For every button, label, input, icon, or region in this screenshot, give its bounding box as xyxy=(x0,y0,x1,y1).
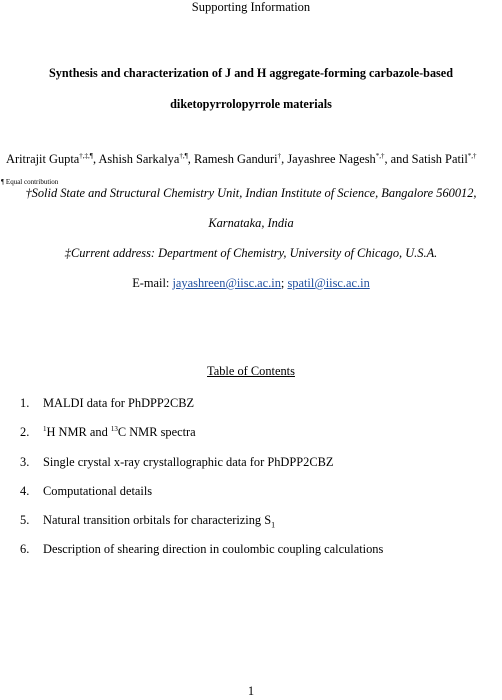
toc-item-text: Description of shearing direction in coulombic coupling calculations xyxy=(43,542,384,556)
author-name: Jayashree Nagesh xyxy=(287,152,376,166)
author-affiliation-marks: *,† xyxy=(375,151,385,160)
toc-item-number: 4. xyxy=(20,484,30,498)
author-name: Satish Patil xyxy=(411,152,468,166)
toc-text-part: Natural transition orbitals for characterizing S xyxy=(43,513,272,527)
running-header: Supporting Information xyxy=(191,0,311,14)
toc-item-number: 2. xyxy=(20,425,30,439)
email-label: E-mail: xyxy=(132,276,173,290)
paper-title-line-1: Synthesis and characterization of J and H aggregate-forming carbazole-based xyxy=(49,66,453,80)
superscript-1: 1 xyxy=(43,424,47,433)
toc-item-number: 5. xyxy=(20,513,30,527)
toc-item-text: Single crystal x-ray crystallographic data for PhDPP2CBZ xyxy=(43,455,334,469)
author-affiliation-marks: † xyxy=(277,151,282,160)
email-link-spatil[interactable]: spatil@iisc.ac.in xyxy=(287,276,370,290)
equal-contribution-note: ¶ Equal contribution xyxy=(1,178,59,186)
email-separator: ; xyxy=(280,276,288,290)
subscript-1: 1 xyxy=(271,520,276,530)
toc-item-text: Computational details xyxy=(43,484,153,498)
toc-item-number: 3. xyxy=(20,455,30,469)
author-separator: , xyxy=(92,152,99,166)
author-affiliation-marks: †,‡,¶ xyxy=(79,151,93,160)
toc-item-text: MALDI data for PhDPP2CBZ xyxy=(43,396,195,410)
affiliation-line-1: †Solid State and Structural Chemistry Unit, Indian Institute of Science, Bangalore 560012, xyxy=(25,186,477,200)
affiliation-line-2: Karnataka, India xyxy=(208,216,294,230)
toc-item-number: 6. xyxy=(20,542,30,556)
author-separator: , xyxy=(187,152,194,166)
toc-item-text xyxy=(43,425,196,440)
author-separator: , xyxy=(281,152,288,166)
toc-text-part: C NMR spectra xyxy=(117,425,196,439)
page-number: 1 xyxy=(247,684,255,698)
email-line xyxy=(0,276,502,291)
author-list xyxy=(6,152,477,167)
email-link-jayashree[interactable]: jayashreen@iisc.ac.in xyxy=(172,276,281,290)
author-affiliation-marks: †,¶ xyxy=(179,151,188,160)
toc-item-number: 1. xyxy=(20,396,30,410)
superscript-13: 13 xyxy=(110,424,118,433)
current-address: ‡Current address: Department of Chemistry, University of Chicago, U.S.A. xyxy=(64,246,438,260)
toc-text-part: H NMR and xyxy=(46,425,111,439)
paper-title-line-2: diketopyrrolopyrrole materials xyxy=(170,97,332,111)
author-name: Ashish Sarkalya xyxy=(98,152,180,166)
author-name: Aritrajit Gupta xyxy=(6,152,80,166)
author-separator: , and xyxy=(384,152,412,166)
toc-item-text xyxy=(43,513,275,528)
author-affiliation-marks: *,† xyxy=(467,151,477,160)
toc-heading: Table of Contents xyxy=(207,364,295,378)
author-name: Ramesh Ganduri xyxy=(193,152,278,166)
